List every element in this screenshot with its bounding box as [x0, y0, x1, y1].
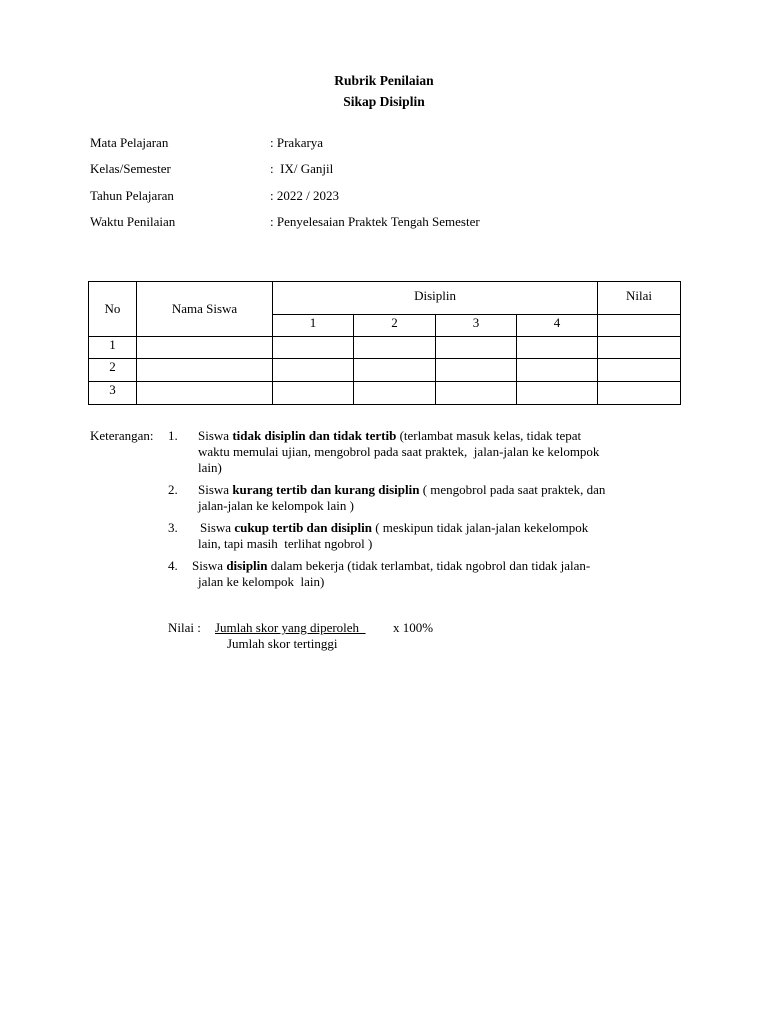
note-bold: cukup tertib dan disiplin	[234, 520, 372, 535]
note-pre: Siswa	[192, 558, 227, 573]
table-row	[89, 382, 681, 405]
table-cell	[598, 382, 681, 405]
table-cell	[137, 337, 273, 359]
table-cell	[436, 337, 517, 359]
subheader-4: 4	[517, 315, 598, 337]
info-label-waktu-penilaian: Waktu Penilaian	[90, 214, 176, 229]
note-line-2: waktu memulai ujian, mengobrol pada saat praktek, jalan-jalan ke kelompok	[198, 444, 600, 459]
table-row	[89, 337, 681, 359]
keterangan-label: Keterangan:	[90, 428, 154, 443]
note-number: 3.	[168, 520, 178, 535]
note-line-3: lain)	[198, 460, 222, 475]
info-value-tahun-pelajaran: : 2022 / 2023	[270, 188, 339, 203]
info-value-waktu-penilaian: : Penyelesaian Praktek Tengah Semester	[270, 214, 480, 229]
table-cell	[517, 359, 598, 382]
subheader-3: 3	[436, 315, 517, 337]
table-cell	[354, 359, 436, 382]
note-number: 4.	[168, 558, 178, 573]
note-pre: Siswa	[198, 428, 233, 443]
note-rest: ( mengobrol pada saat praktek, dan	[419, 482, 606, 497]
table-cell	[137, 382, 273, 405]
note-number: 1.	[168, 428, 178, 443]
note-line	[192, 558, 678, 574]
table-header-row	[89, 282, 681, 315]
table-cell	[436, 359, 517, 382]
row-number: 3	[89, 382, 137, 405]
note-pre: Siswa	[198, 482, 233, 497]
table-cell	[517, 337, 598, 359]
note-line	[198, 482, 678, 498]
table-cell	[273, 382, 354, 405]
note-line-2: lain, tapi masih terlihat ngobrol )	[198, 536, 373, 551]
info-value-mata-pelajaran: : Prakarya	[270, 135, 324, 150]
table-cell	[598, 337, 681, 359]
table-cell	[273, 359, 354, 382]
note-pre: Siswa	[200, 520, 235, 535]
row-number: 2	[89, 359, 137, 382]
note-text	[198, 428, 581, 444]
info-label-tahun-pelajaran: Tahun Pelajaran	[90, 188, 174, 203]
table-cell	[598, 359, 681, 382]
note-line	[198, 428, 678, 444]
note-line-2: jalan-jalan ke kelompok lain )	[198, 498, 354, 513]
note-rest: (terlambat masuk kelas, tidak tepat	[396, 428, 582, 443]
table-row	[89, 359, 681, 382]
document-subtitle: Sikap Disiplin	[343, 94, 425, 109]
formula-label: Nilai :	[168, 620, 201, 635]
note-line-2: jalan ke kelompok lain)	[198, 574, 325, 589]
table-cell	[436, 382, 517, 405]
note-bold: disiplin	[226, 558, 268, 573]
subheader-1: 1	[273, 315, 354, 337]
header-nama-siswa: Nama Siswa	[137, 282, 273, 337]
note-rest: dalam bekerja (tidak terlambat, tidak ngobrol dan tidak jalan-	[267, 558, 591, 573]
note-rest: ( meskipun tidak jalan-jalan kekelompok	[371, 520, 589, 535]
row-number: 1	[89, 337, 137, 359]
subheader-2: 2	[354, 315, 436, 337]
table-cell	[137, 359, 273, 382]
formula-numerator: Jumlah skor yang diperoleh	[215, 620, 366, 635]
info-label-mata-pelajaran: Mata Pelajaran	[90, 135, 169, 150]
table-cell	[354, 337, 436, 359]
header-nilai: Nilai	[598, 282, 681, 315]
table-cell	[354, 382, 436, 405]
info-label-kelas-semester: Kelas/Semester	[90, 161, 171, 176]
table-cell	[517, 382, 598, 405]
note-line	[200, 520, 680, 536]
formula-denominator: Jumlah skor tertinggi	[227, 636, 338, 651]
rubric-table	[88, 281, 681, 405]
header-disiplin: Disiplin	[273, 282, 598, 315]
header-no: No	[89, 282, 137, 337]
table-cell	[273, 337, 354, 359]
formula-multiplier: x 100%	[393, 620, 434, 635]
note-number: 2.	[168, 482, 178, 497]
subheader-nilai-empty	[598, 315, 681, 337]
info-value-kelas-semester: : IX/ Ganjil	[270, 161, 334, 176]
note-bold: kurang tertib dan kurang disiplin	[232, 482, 420, 497]
note-bold: tidak disiplin dan tidak tertib	[232, 428, 397, 443]
document-title: Rubrik Penilaian	[334, 73, 434, 88]
